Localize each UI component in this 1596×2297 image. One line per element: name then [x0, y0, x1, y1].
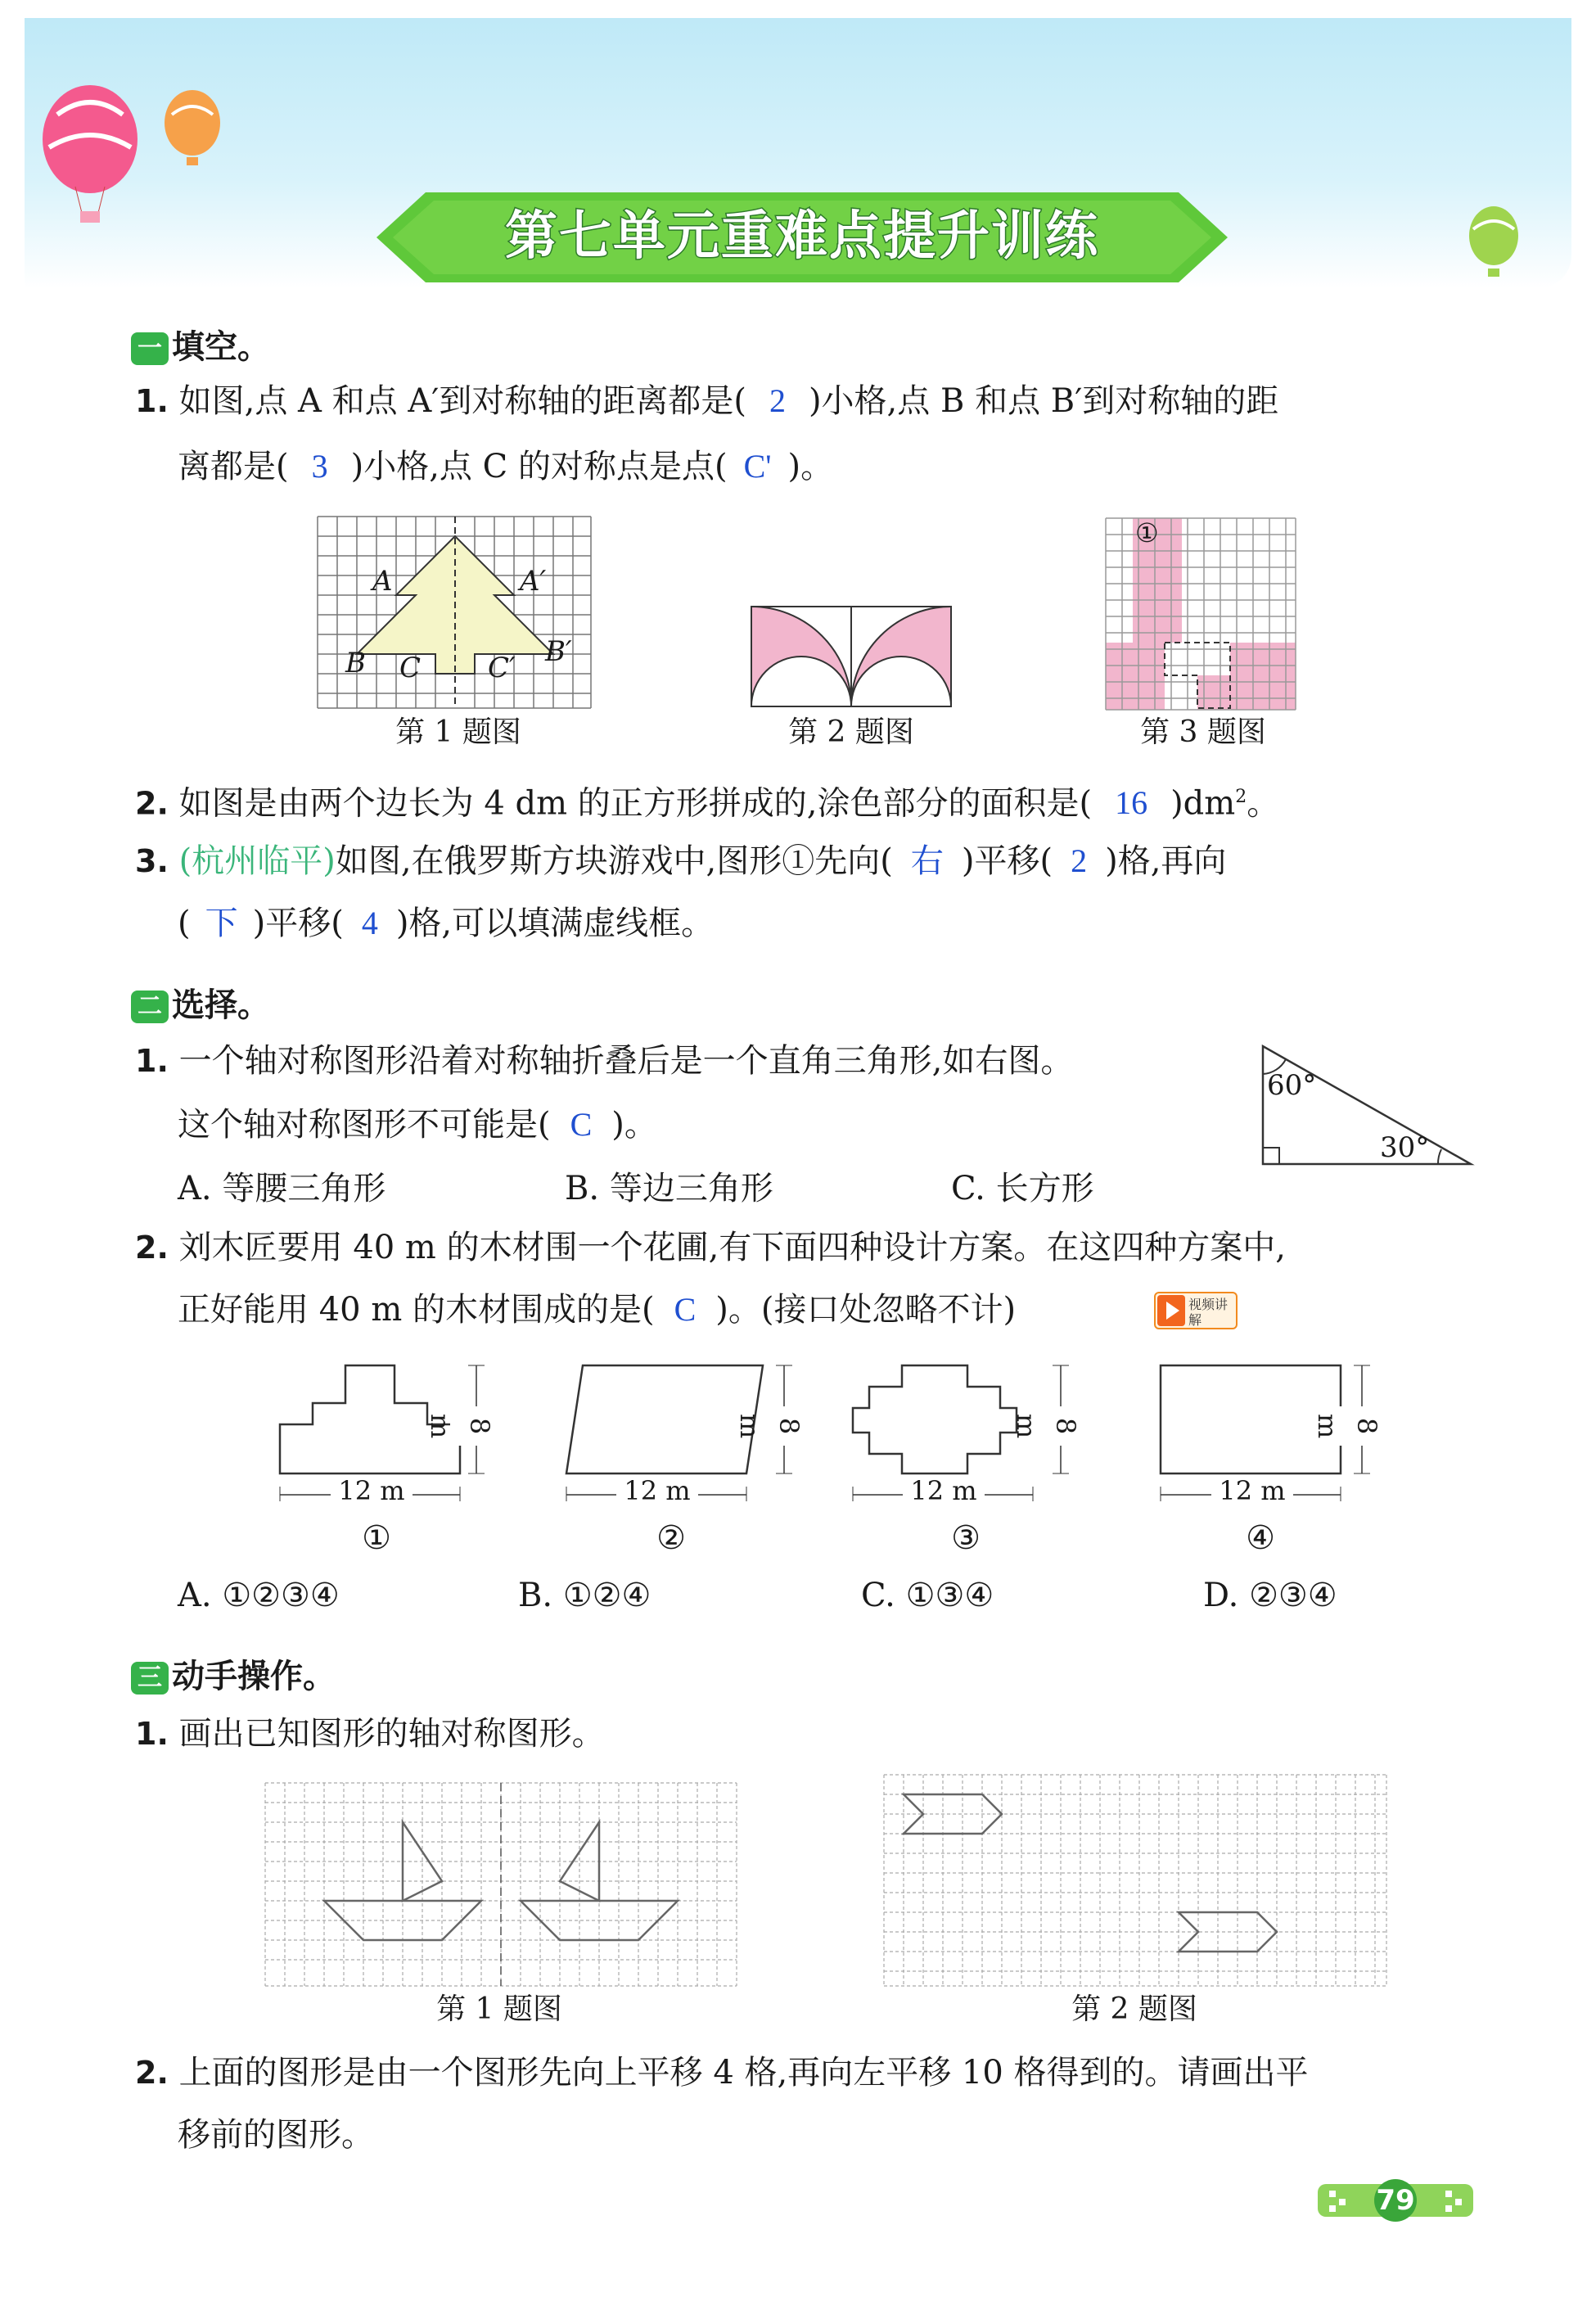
right-triangle-figure	[1256, 1040, 1477, 1171]
figure-caption: 第 2 题图	[1071, 1992, 1197, 2026]
option-b: B. 等边三角形	[565, 1170, 773, 1207]
question-2-1: 1. 一个轴对称图形沿着对称轴折叠后是一个直角三角形,如右图。	[135, 1042, 1074, 1080]
width-label: 12 m	[1211, 1475, 1293, 1506]
figure-1-tree-grid	[315, 514, 593, 711]
figure-3-label: ①	[1135, 517, 1159, 548]
figure-arrow-grid	[882, 1773, 1388, 1988]
figure-caption: 第 1 题图	[395, 715, 521, 749]
label-b-prime: B′	[545, 635, 572, 668]
shape-label: ③	[951, 1519, 981, 1557]
question-1-3-cont: ( 下 )平移( 4 )格,可以填满虚线框。	[178, 905, 715, 942]
option-c: C. 长方形	[951, 1170, 1094, 1207]
width-label: 12 m	[903, 1475, 985, 1506]
question-3-2-cont: 移前的图形。	[178, 2116, 374, 2154]
question-2-2-cont: 正好能用 40 m 的木材围成的是( C )。(接口处忽略不计)	[178, 1291, 1017, 1329]
option-c: C. ①③④	[861, 1577, 994, 1614]
label-b: B	[345, 647, 366, 679]
figure-caption: 第 1 题图	[436, 1992, 562, 2026]
balloon-icon	[33, 82, 246, 229]
height-label: 8 m	[450, 1406, 499, 1446]
width-label: 12 m	[331, 1475, 413, 1506]
balloon-icon	[1457, 205, 1531, 287]
height-label: 8 m	[1337, 1406, 1386, 1446]
height-label: 8 m	[760, 1406, 809, 1446]
figure-2-squares	[749, 604, 954, 711]
shape-label: ②	[656, 1519, 686, 1557]
video-lesson-label: 视频讲解	[1188, 1297, 1229, 1328]
option-a: A. ①②③④	[178, 1577, 340, 1614]
section-heading: 一 填空。	[131, 321, 270, 368]
play-icon	[1157, 1293, 1187, 1328]
label-c: C	[399, 652, 422, 684]
shape-label: ①	[362, 1519, 391, 1557]
option-a: A. 等腰三角形	[178, 1170, 386, 1207]
figure-3-tetris-grid	[1103, 516, 1298, 712]
question-2-1-cont: 这个轴对称图形不可能是( C )。	[178, 1106, 657, 1144]
angle-30: 30°	[1380, 1131, 1430, 1164]
label-a: A	[372, 565, 393, 598]
question-2-2: 2. 刘木匠要用 40 m 的木材围一个花圃,有下面四种设计方案。在这四种方案中,	[135, 1229, 1287, 1266]
question-1-1: 1. 如图,点 A 和点 A′到对称轴的距离都是( 2 )小格,点 B 和点 B′到对称轴的距	[135, 382, 1279, 420]
shape-label: ④	[1246, 1519, 1275, 1557]
option-d: D. ②③④	[1203, 1577, 1337, 1614]
page-number: 79	[1376, 2184, 1415, 2217]
question-3-1: 1. 画出已知图形的轴对称图形。	[135, 1715, 605, 1753]
figure-caption: 第 3 题图	[1140, 715, 1266, 749]
video-lesson-button[interactable]	[1154, 1292, 1238, 1329]
question-1-1-cont: 离都是( 3 )小格,点 C 的对称点是点( C' )。	[178, 448, 834, 485]
question-1-2: 2. 如图是由两个边长为 4 dm 的正方形拼成的,涂色部分的面积是( 16 )$dm^2$。	[135, 784, 1280, 823]
angle-60: 60°	[1267, 1069, 1317, 1102]
figure-caption: 第 2 题图	[788, 715, 914, 749]
option-b: B. ①②④	[518, 1577, 651, 1614]
section-heading: 三 动手操作。	[131, 1650, 336, 1697]
figure-boat-grid	[264, 1781, 738, 1988]
label-a-prime: A′	[520, 565, 547, 598]
height-label: 8 m	[1036, 1406, 1085, 1446]
section-heading: 二 选择。	[131, 979, 270, 1026]
page-title: 第七单元重难点提升训练	[505, 206, 1099, 267]
label-c-prime: C′	[488, 652, 516, 684]
width-label: 12 m	[616, 1475, 698, 1506]
question-1-3: 3. (杭州临平)如图,在俄罗斯方块游戏中,图形①先向( 右 )平移( 2 )格,再向	[135, 842, 1227, 880]
question-3-2: 2. 上面的图形是由一个图形先向上平移 4 格,再向左平移 10 格得到的。请画出平	[135, 2054, 1309, 2092]
